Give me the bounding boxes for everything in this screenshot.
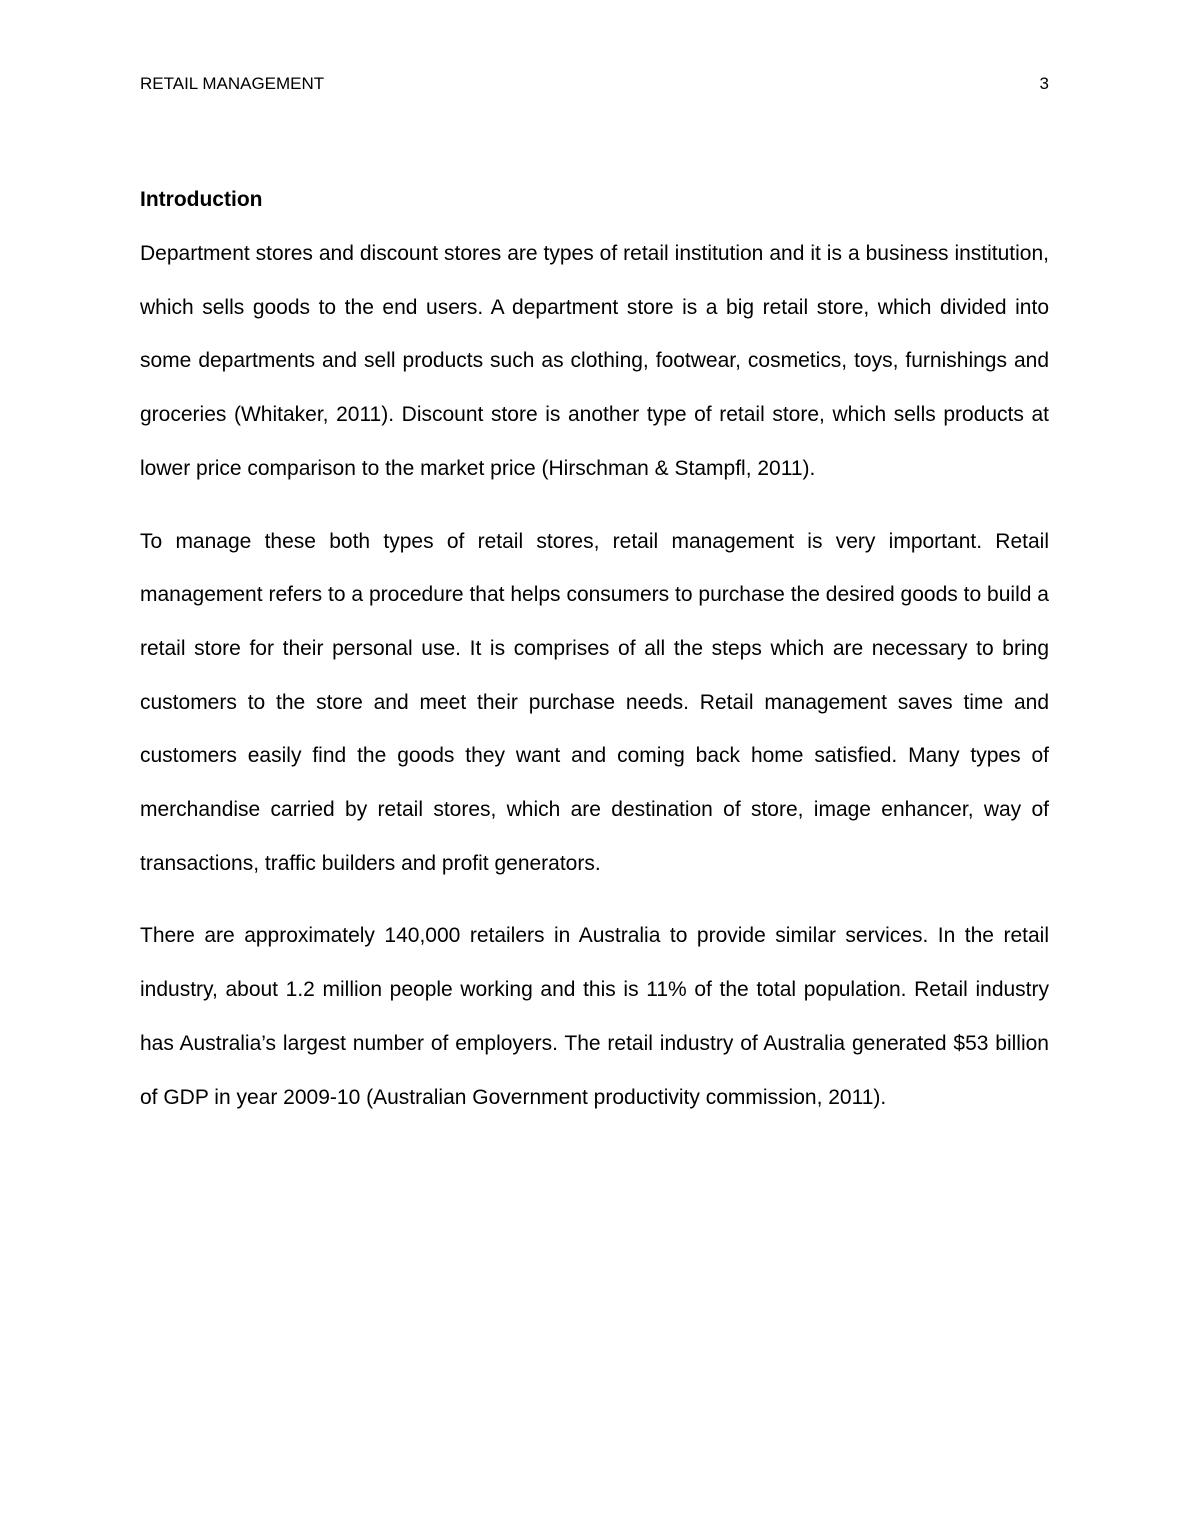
running-head: RETAIL MANAGEMENT	[140, 74, 325, 93]
paragraph-2: To manage these both types of retail stores, retail management is very important. Retail management refers to a procedure that helps consumers to purchase the desired goods to build a retail store for their personal use. It is comprises of all the steps which are necessary to bring customers to the store and meet their purchase needs. Retail management saves time and customers easily find the goods they want and coming back home satisfied. Many types of merchandise carried by retail stores, which are destination of store, image enhancer, way of transactions, traffic builders and profit generators.	[140, 529, 1049, 875]
page-header	[140, 72, 1049, 96]
section-heading: Introduction	[140, 188, 263, 211]
page-number: 3	[1039, 74, 1049, 93]
document-body	[140, 185, 1049, 1143]
paragraph-1: Department stores and discount stores are types of retail institution and it is a business institution, which sells goods to the end users. A department store is a big retail store, which divided into some departments and sell products such as clothing, footwear, cosmetics, toys, furnishings and groceries (Whitaker, 2011). Discount store is another type of retail store, which sells products at lower price comparison to the market price (Hirschman & Stampfl, 2011).	[140, 242, 1049, 480]
paragraph-3: There are approximately 140,000 retailers in Australia to provide similar services. In the retail industry, about 1.2 million people working and this is 11% of the total population. Retail industry has Australia’s largest number of employers. The retail industry of Australia generated $53 billion of GDP in year 2009-10 (Australian Government productivity commission, 2011).	[140, 924, 1049, 1109]
